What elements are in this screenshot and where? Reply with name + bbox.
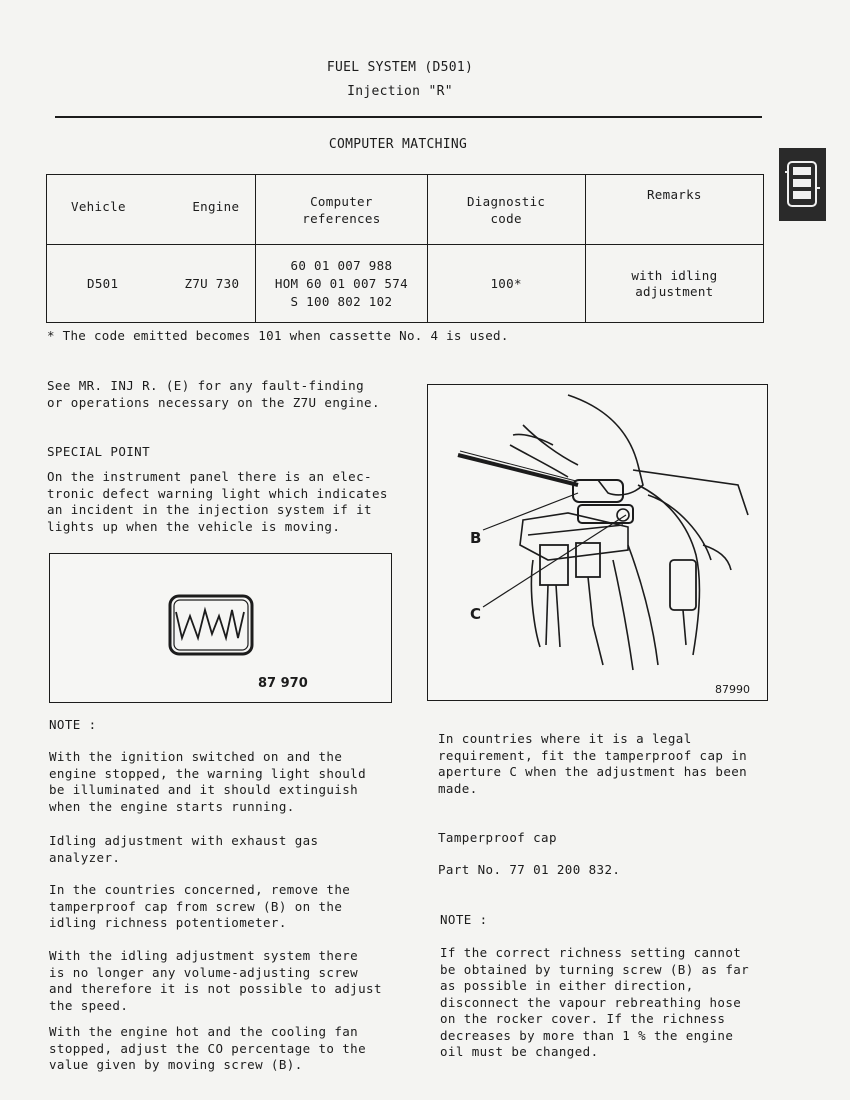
idling-adjustment-text: Idling adjustment with exhaust gas analyzer. [49, 833, 319, 865]
cell-engine: Z7U 730 [184, 276, 240, 291]
figure-number-right: 87990 [715, 683, 750, 696]
section-heading: COMPUTER MATCHING [328, 137, 468, 152]
header-vehicle: Vehicle [71, 199, 126, 214]
cell-computer-references: 60 01 007 988 HOM 60 01 007 574 S 100 802 102 [256, 245, 427, 323]
label-b: B [470, 529, 482, 547]
computer-matching-table [46, 174, 764, 323]
countries-concerned-text: In the countries concerned, remove the tamperproof cap from screw (B) on the idling richness potentiometer. [49, 882, 351, 930]
warning-light-figure [49, 553, 392, 703]
table-footnote: * The code emitted becomes 101 when cassette No. 4 is used. [47, 328, 509, 343]
see-reference-text: See MR. INJ R. (E) for any fault-finding or operations necessary on the Z7U engine. [47, 378, 380, 410]
cell-remarks: with idling adjustment [585, 245, 763, 323]
idling-system-text: With the idling adjustment system there is no longer any volume-adjusting screw and therefore it is not possible to adjust the speed. [49, 948, 382, 1013]
cell-diagnostic-code: 100* [427, 245, 585, 323]
warning-light-icon [168, 594, 254, 656]
header-remarks: Remarks [585, 175, 763, 245]
note-label-left: NOTE : [49, 717, 97, 732]
label-c: C [470, 605, 482, 623]
note-label-right: NOTE : [440, 912, 488, 927]
engine-icon [779, 148, 826, 221]
table-header-vehicle-engine [47, 175, 256, 245]
header-rule [55, 116, 762, 118]
legal-requirement-text: In countries where it is a legal requirement, fit the tamperproof cap in aperture C when the adjustment has been made. [438, 731, 748, 796]
engine-section-tab [779, 148, 826, 221]
table-row [47, 245, 256, 323]
header-engine: Engine [192, 199, 240, 214]
engine-hot-text: With the engine hot and the cooling fan stopped, adjust the CO percentage to the value given by moving screw (B). [49, 1024, 367, 1072]
adjustment-screw-figure [427, 384, 768, 701]
note-text-left: With the ignition switched on and the engine stopped, the warning light should be illuminated and it should extinguish when the engine starts running. [49, 749, 367, 814]
special-point-heading: SPECIAL POINT [47, 444, 151, 459]
special-point-text: On the instrument panel there is an elec- tronic defect warning light which indicates an incident in the injection system if it lights up when the vehicle is moving. [47, 469, 388, 534]
page-subtitle: Injection "R" [347, 84, 453, 99]
page-title: FUEL SYSTEM (D501) [326, 60, 474, 75]
part-number: Part No. 77 01 200 832. [438, 862, 621, 877]
header-computer-references: Computer references [256, 175, 427, 245]
cell-vehicle: D501 [87, 276, 119, 291]
tamperproof-cap-label: Tamperproof cap [438, 830, 557, 845]
header-diagnostic-code: Diagnostic code [427, 175, 585, 245]
figure-number-left: 87 970 [258, 676, 308, 691]
note-text-right: If the correct richness setting cannot be obtained by turning screw (B) as far as possible in either direction, disconnect the vapour rebreathing hose on the rocker cover. If the richness decreases by more than 1 % the engine oil must be changed. [440, 945, 750, 1059]
